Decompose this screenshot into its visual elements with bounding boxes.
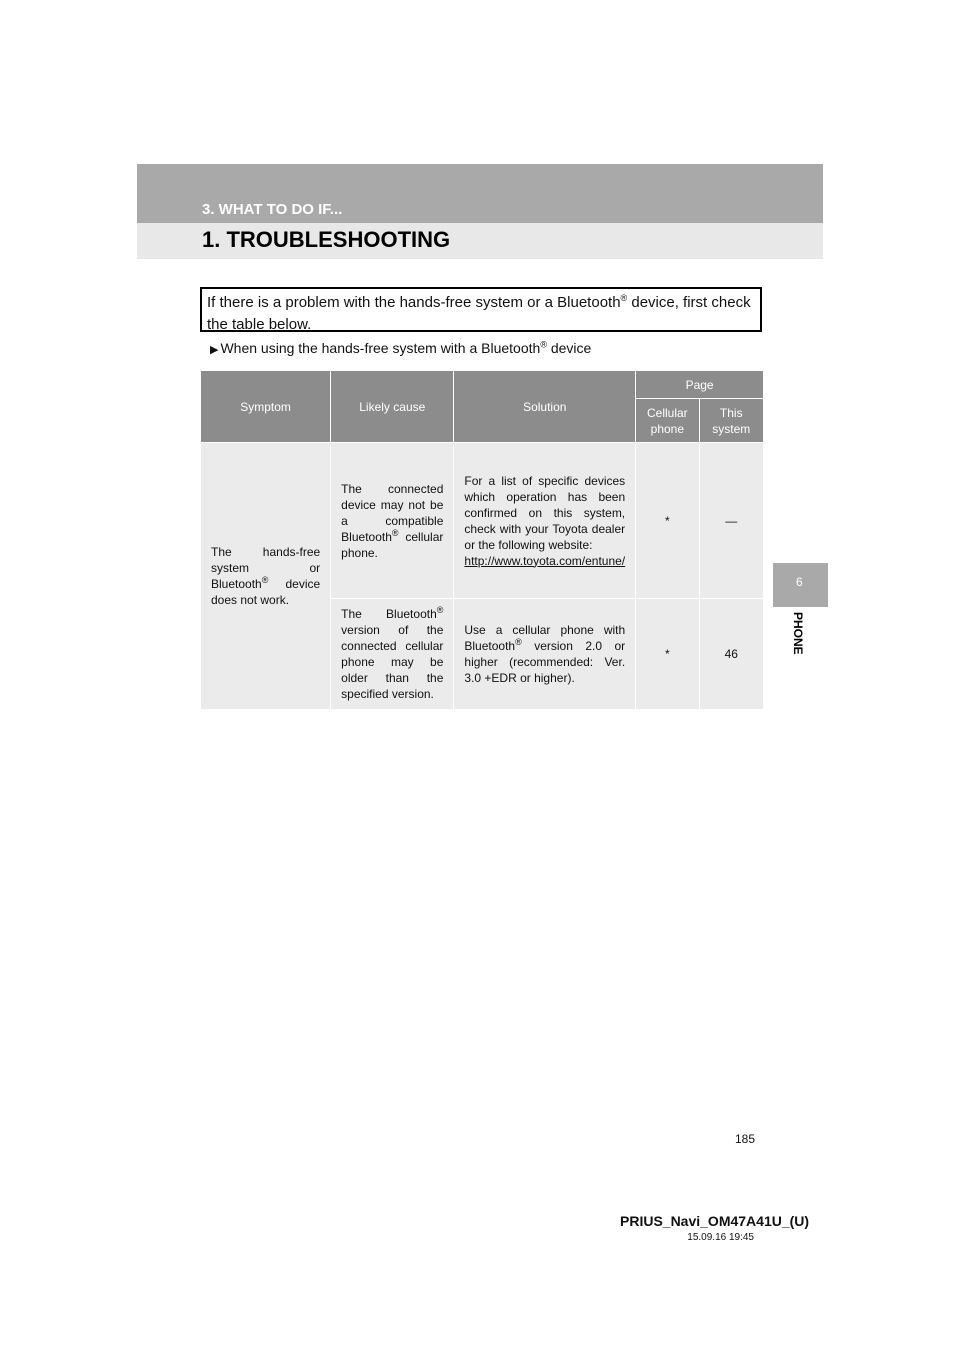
intro-text-end: device, first check the table below. xyxy=(207,294,751,333)
page-title: 1. TROUBLESHOOTING xyxy=(202,227,451,252)
cause-text xyxy=(331,606,453,702)
cause-cell xyxy=(331,599,454,710)
page-cellular-cell: * xyxy=(636,443,699,599)
header-cellular-phone xyxy=(636,399,699,443)
chapter-tab-number: 6 xyxy=(796,575,803,589)
subheading-text-end: device xyxy=(546,340,592,356)
solution-registered-mark: ® xyxy=(515,637,522,647)
symptom-registered-mark: ® xyxy=(261,575,269,585)
cause-text-end: version of the connected cellular phone may be older than the specified version. xyxy=(341,623,444,701)
solution-cell xyxy=(454,443,636,599)
table-row xyxy=(201,443,764,599)
solution-text-body: For a list of specific devices which operation has been confirmed on this system, check with your Toyota dealer or the following website: xyxy=(464,473,626,552)
header-likely-cause: Likely cause xyxy=(331,371,454,443)
solution-text-end: version 2.0 or higher (recommended: Ver. 3.0 +EDR or higher). xyxy=(464,639,626,685)
solution-text xyxy=(454,622,635,686)
solution-cell xyxy=(454,599,636,710)
symptom-text xyxy=(201,544,330,608)
header-this-system-text: This system xyxy=(712,405,751,436)
troubleshooting-table xyxy=(200,370,764,710)
solution-text-start: Use a cellular phone with Bluetooth xyxy=(464,623,626,653)
intro-text-start: If there is a problem with the hands-free system or a Bluetooth xyxy=(207,294,621,311)
subheading-text-start: When using the hands-free system with a Bluetooth xyxy=(220,340,541,356)
cause-text xyxy=(331,481,453,561)
cause-text-end: cellular phone. xyxy=(341,529,444,560)
cause-registered-mark: ® xyxy=(391,527,399,538)
print-timestamp: 15.09.16 19:45 xyxy=(687,1232,754,1243)
cause-cell xyxy=(331,443,454,599)
header-page: Page xyxy=(636,371,764,399)
cause-text-start: The connected device may not be a compatible Bluetooth xyxy=(341,481,444,544)
solution-text xyxy=(454,473,635,569)
intro-note-box xyxy=(200,287,762,332)
page-system-cell: — xyxy=(699,443,764,599)
symptom-cell xyxy=(201,443,331,710)
symptom-text-start: The hands-free system or Bluetooth xyxy=(211,545,321,591)
triangle-marker-icon: ▶ xyxy=(210,344,219,356)
cause-registered-mark: ® xyxy=(436,605,444,615)
chapter-tab-label: PHONE xyxy=(791,612,805,655)
subheading-registered-mark: ® xyxy=(540,339,547,350)
page-system-cell: 46 xyxy=(699,599,764,710)
intro-registered-mark: ® xyxy=(620,293,628,303)
page-cellular-cell: * xyxy=(636,599,699,710)
header-solution: Solution xyxy=(454,371,636,443)
symptom-text-end: device does not work. xyxy=(211,577,321,607)
document-code: PRIUS_Navi_OM47A41U_(U) xyxy=(620,1213,810,1229)
section-label: 3. WHAT TO DO IF... xyxy=(202,201,343,218)
toyota-website-link[interactable]: http://www.toyota.com/entune/ xyxy=(464,553,626,568)
cause-text-start: The Bluetooth xyxy=(341,607,437,621)
page-number: 185 xyxy=(735,1132,756,1146)
header-symptom: Symptom xyxy=(201,371,331,443)
header-this-system xyxy=(699,399,764,443)
header-cellular-phone-text: Cellular phone xyxy=(646,405,688,436)
subheading xyxy=(210,340,591,356)
